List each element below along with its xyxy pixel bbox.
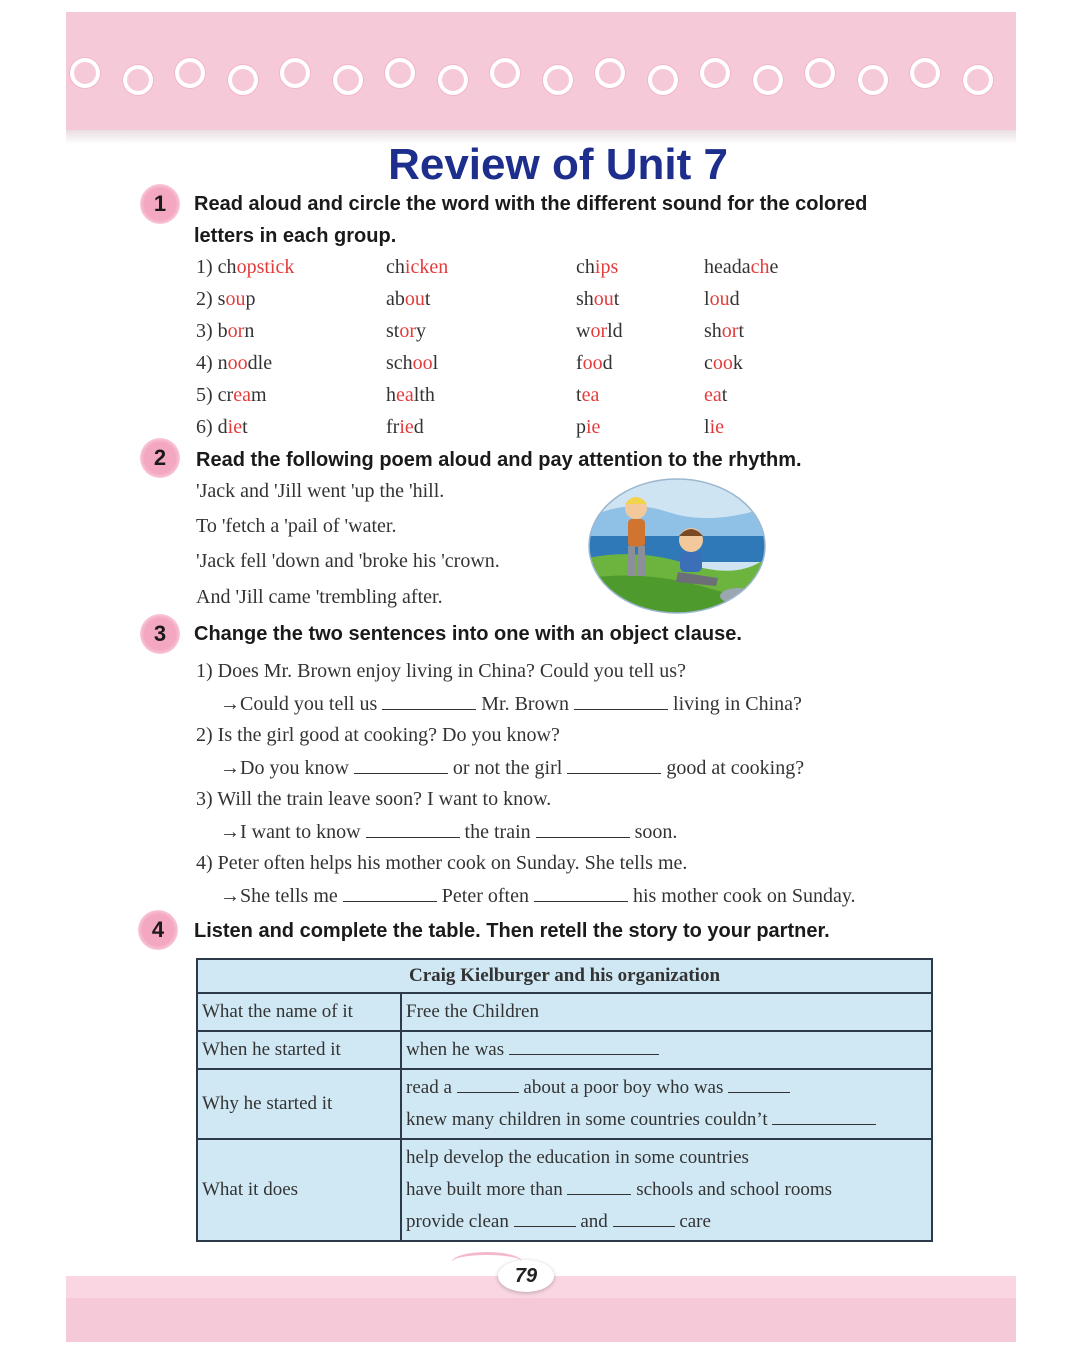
ring-ornament: [490, 58, 520, 88]
answer-text: his mother cook on Sunday.: [627, 885, 856, 907]
content-line: [406, 1072, 927, 1104]
item-number: 2): [196, 288, 213, 310]
jack-and-jill-illustration: [588, 478, 766, 614]
answer-text: →Do you know: [220, 757, 354, 779]
word-part: t: [738, 320, 745, 342]
content-text: and: [575, 1211, 613, 1232]
word-part: n: [217, 352, 228, 374]
section-1-instruction: Read aloud and circle the word with the different sound for the colored letters in each group.: [194, 193, 868, 247]
item-number: 4): [196, 352, 213, 374]
row-label: What the name of it: [197, 993, 401, 1031]
answer-blank[interactable]: [354, 756, 448, 774]
ring-ornament: [333, 65, 363, 95]
word-item: [196, 320, 254, 343]
row-label: What it does: [197, 1139, 401, 1241]
word-part: m: [250, 384, 267, 406]
answer-text: →Could you tell us: [220, 693, 383, 715]
table-blank[interactable]: [514, 1209, 576, 1227]
ring-decoration: [66, 52, 1016, 102]
table-row: [197, 993, 932, 1031]
word-item: [386, 288, 430, 311]
colored-letters: ch: [750, 256, 770, 278]
word-item: [576, 384, 599, 407]
poem-line: To 'fetch a 'pail of 'water.: [196, 515, 397, 537]
content-line: [406, 1034, 927, 1066]
content-text: about a poor boy who was: [518, 1077, 729, 1098]
ring-ornament: [963, 65, 993, 95]
content-line: [406, 996, 927, 1028]
word-part: st: [386, 320, 400, 342]
word-part: t: [242, 416, 248, 438]
word-part: ch: [217, 256, 237, 278]
answer-text: living in China?: [668, 693, 802, 715]
answer-blank[interactable]: [574, 692, 668, 710]
word-part: b: [217, 320, 228, 342]
word-item: [386, 320, 426, 343]
answer-text: good at cooking?: [661, 757, 805, 779]
word-item: [576, 416, 600, 439]
row-content: [401, 1031, 932, 1069]
word-part: sh: [704, 320, 722, 342]
colored-letters: oo: [582, 352, 603, 374]
page-title: Review of Unit 7: [388, 140, 728, 189]
colored-letters: icken: [404, 256, 449, 278]
word-item: [576, 288, 619, 311]
ring-ornament: [175, 58, 205, 88]
word-part: heada: [704, 256, 751, 278]
word-part: t: [424, 288, 431, 310]
word-part: l: [704, 416, 710, 438]
question-line: 1) Does Mr. Brown enjoy living in China? Could you tell us?: [196, 660, 686, 682]
word-part: c: [704, 352, 713, 374]
word-part: n: [244, 320, 255, 342]
word-item: [386, 256, 448, 279]
word-part: h: [386, 384, 396, 406]
word-item: [196, 288, 255, 311]
content-text: knew many children in some countries couldn’t: [406, 1109, 773, 1130]
table-blank[interactable]: [772, 1107, 876, 1125]
word-item: [704, 384, 727, 407]
colored-letters: ie: [586, 416, 601, 438]
colored-letters: opstick: [236, 256, 295, 278]
word-part: ch: [576, 256, 595, 278]
word-part: y: [416, 320, 427, 342]
word-item: [576, 352, 613, 375]
word-part: p: [245, 288, 256, 310]
word-item: [386, 352, 438, 375]
word-part: p: [576, 416, 586, 438]
content-text: when he was: [406, 1039, 509, 1060]
section-2-instruction: Read the following poem aloud and pay attention to the rhythm.: [196, 449, 802, 471]
question-line: 2) Is the girl good at cooking? Do you know?: [196, 724, 560, 746]
table-blank[interactable]: [509, 1037, 659, 1055]
content-text: schools and school rooms: [631, 1179, 833, 1200]
word-item: [196, 352, 272, 375]
table-row: [197, 1069, 932, 1139]
colored-letters: ou: [225, 288, 246, 310]
ring-ornament: [70, 58, 100, 88]
content-text: help develop the education in some countries: [406, 1147, 749, 1168]
poem-line: And 'Jill came 'trembling after.: [196, 586, 443, 608]
content-line: [406, 1206, 927, 1238]
ring-ornament: [753, 65, 783, 95]
answer-text: soon.: [629, 821, 678, 843]
section-2-badge: 2: [138, 436, 182, 480]
colored-letters: or: [590, 320, 608, 342]
word-part: l: [432, 352, 439, 374]
answer-blank[interactable]: [343, 884, 437, 902]
story-table: [196, 958, 933, 1242]
question-line: 4) Peter often helps his mother cook on Sunday. She tells me.: [196, 852, 688, 874]
answer-text: the train: [459, 821, 536, 843]
table-row: [197, 1139, 932, 1241]
content-line: [406, 1104, 927, 1136]
section-3-instruction: Change the two sentences into one with an object clause.: [194, 623, 742, 645]
answer-blank[interactable]: [534, 884, 628, 902]
word-item: [704, 256, 778, 279]
colored-letters: ea: [396, 384, 414, 406]
content-line: [406, 1142, 927, 1174]
word-part: fr: [386, 416, 400, 438]
word-part: sch: [386, 352, 413, 374]
word-part: d: [413, 416, 424, 438]
word-part: e: [769, 256, 779, 278]
item-number: 1): [196, 256, 213, 278]
question-line: 3) Will the train leave soon? I want to know.: [196, 788, 552, 810]
content-line: [406, 1174, 927, 1206]
colored-letters: or: [721, 320, 739, 342]
content-text: read a: [406, 1077, 457, 1098]
colored-letters: oo: [712, 352, 733, 374]
word-part: t: [613, 288, 620, 310]
answer-blank[interactable]: [536, 820, 630, 838]
colored-letters: ie: [709, 416, 724, 438]
row-content: [401, 993, 932, 1031]
answer-blank[interactable]: [366, 820, 460, 838]
ring-ornament: [595, 58, 625, 88]
table-blank[interactable]: [567, 1177, 631, 1195]
section-1-badge: 1: [138, 182, 182, 226]
word-item: [196, 256, 294, 279]
word-part: cr: [217, 384, 234, 406]
colored-letters: ea: [704, 384, 722, 406]
word-item: [704, 416, 724, 439]
word-part: d: [602, 352, 613, 374]
answer-text: →I want to know: [220, 821, 366, 843]
word-part: t: [721, 384, 728, 406]
word-item: [704, 320, 744, 343]
word-part: d: [729, 288, 740, 310]
answer-line: [220, 884, 856, 908]
answer-text: Mr. Brown: [476, 693, 575, 715]
ring-ornament: [123, 65, 153, 95]
row-content: [401, 1069, 932, 1139]
answer-line: [220, 692, 802, 716]
content-text: have built more than: [406, 1179, 568, 1200]
item-number: 3): [196, 320, 213, 342]
word-part: lth: [413, 384, 435, 406]
ring-ornament: [543, 65, 573, 95]
poem-line: 'Jack fell 'down and 'broke his 'crown.: [196, 550, 500, 572]
word-part: k: [732, 352, 743, 374]
word-part: t: [576, 384, 582, 406]
page-number: 79: [498, 1260, 554, 1292]
table-blank[interactable]: [457, 1075, 519, 1093]
answer-text: →She tells me: [220, 885, 343, 907]
ring-ornament: [438, 65, 468, 95]
ring-ornament: [805, 58, 835, 88]
row-label: Why he started it: [197, 1069, 401, 1139]
word-part: ab: [386, 288, 405, 310]
table-row: [197, 1031, 932, 1069]
section-3-badge: 3: [138, 612, 182, 656]
ring-ornament: [910, 58, 940, 88]
ring-ornament: [385, 58, 415, 88]
answer-line: [220, 820, 677, 844]
item-number: 5): [196, 384, 213, 406]
word-part: sh: [576, 288, 594, 310]
ring-ornament: [858, 65, 888, 95]
colored-letters: ou: [593, 288, 614, 310]
word-part: d: [217, 416, 228, 438]
word-item: [196, 384, 267, 407]
content-text: Free the Children: [406, 1001, 539, 1022]
answer-text: Peter often: [436, 885, 534, 907]
colored-letters: ou: [709, 288, 730, 310]
colored-letters: ea: [581, 384, 600, 406]
content-text: care: [674, 1211, 711, 1232]
word-item: [576, 320, 623, 343]
item-number: 6): [196, 416, 213, 438]
row-label: When he started it: [197, 1031, 401, 1069]
word-item: [704, 352, 743, 375]
section-4-badge: 4: [136, 908, 180, 952]
word-part: f: [576, 352, 583, 374]
colored-letters: ou: [404, 288, 425, 310]
colored-letters: oo: [227, 352, 248, 374]
word-item: [576, 256, 618, 279]
section-4-instruction: Listen and complete the table. Then retell the story to your partner.: [194, 920, 830, 942]
word-item: [196, 416, 248, 439]
poem-line: 'Jack and 'Jill went 'up the 'hill.: [196, 480, 445, 502]
colored-letters: ie: [399, 416, 414, 438]
ring-ornament: [280, 58, 310, 88]
table-blank[interactable]: [728, 1075, 790, 1093]
word-part: w: [576, 320, 591, 342]
table-blank[interactable]: [613, 1209, 675, 1227]
word-item: [386, 384, 435, 407]
word-item: [386, 416, 424, 439]
answer-line: [220, 756, 804, 780]
word-part: ld: [607, 320, 623, 342]
answer-blank[interactable]: [567, 756, 661, 774]
colored-letters: ie: [227, 416, 243, 438]
word-part: dle: [247, 352, 273, 374]
colored-letters: ips: [594, 256, 619, 278]
word-part: l: [704, 288, 710, 310]
ring-ornament: [228, 65, 258, 95]
row-content: [401, 1139, 932, 1241]
ring-ornament: [648, 65, 678, 95]
colored-letters: or: [227, 320, 245, 342]
word-part: s: [217, 288, 226, 310]
word-item: [704, 288, 740, 311]
content-text: provide clean: [406, 1211, 514, 1232]
answer-blank[interactable]: [382, 692, 476, 710]
word-part: ch: [386, 256, 405, 278]
colored-letters: ea: [233, 384, 251, 406]
ring-ornament: [700, 58, 730, 88]
answer-text: or not the girl: [447, 757, 568, 779]
table-title: Craig Kielburger and his organization: [197, 959, 932, 993]
colored-letters: or: [399, 320, 417, 342]
colored-letters: oo: [412, 352, 433, 374]
